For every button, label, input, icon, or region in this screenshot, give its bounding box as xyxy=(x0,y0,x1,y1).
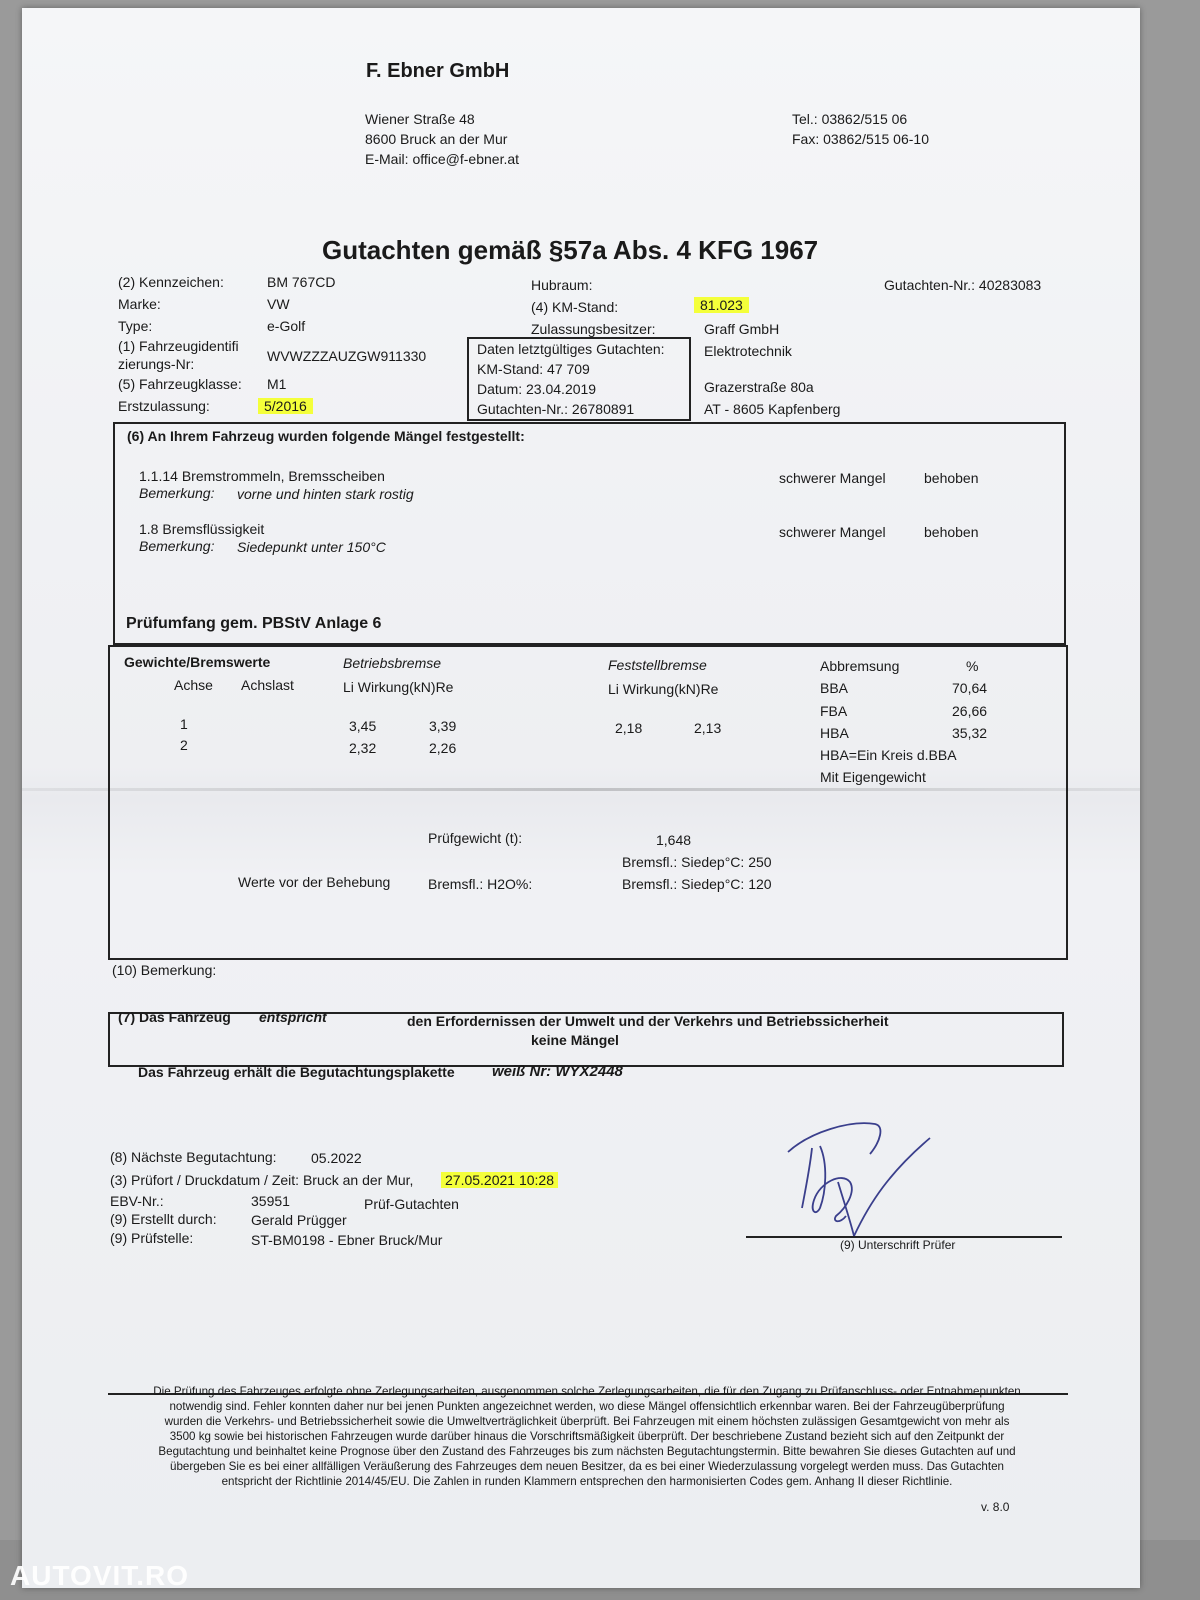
besitzer-line1: Graff GmbH xyxy=(704,321,780,337)
percent-header: % xyxy=(966,658,979,674)
company-name: F. Ebner GmbH xyxy=(366,60,510,82)
verdict-status: entspricht xyxy=(259,1009,327,1025)
defect-status-1: behoben xyxy=(924,470,979,486)
feststellbremse-header: Feststellbremse xyxy=(608,657,707,673)
fba-label: FBA xyxy=(820,703,848,719)
bba-label: BBA xyxy=(820,680,849,696)
disclaimer-line: Die Prüfung des Fahrzeuges erfolgte ohne Zerlegungsarbeiten, ausgenommen solche Zerlegungsarbeiten, die für den Zugang zu Prüfanschluss- oder Entnahmepunkten xyxy=(153,1385,1021,1398)
kennzeichen-value: BM 767CD xyxy=(267,274,336,290)
axle-2-betrieb-li: 2,32 xyxy=(349,740,377,756)
place-label: (3) Prüfort / Druckdatum / Zeit: Bruck an der Mur, xyxy=(110,1172,414,1188)
last-report-number: Gutachten-Nr.: 26780891 xyxy=(477,401,635,417)
betriebsbremse-subheader: Li Wirkung(kN)Re xyxy=(343,679,454,695)
besitzer-line3: Grazerstraße 80a xyxy=(704,379,814,395)
company-email: E-Mail: office@f-ebner.at xyxy=(365,151,520,167)
type-label: Type: xyxy=(118,318,153,334)
watermark-logo: AUTOVIT.RO xyxy=(10,1560,190,1591)
bba-value: 70,64 xyxy=(952,680,988,696)
company-city: 8600 Bruck an der Mur xyxy=(365,131,508,147)
company-tel: Tel.: 03862/515 06 xyxy=(792,111,908,127)
siedepunkt-before: Bremsfl.: Siedep°C: 120 xyxy=(622,876,772,892)
hba-note: HBA=Ein Kreis d.BBA xyxy=(820,747,957,763)
erstzulassung-label: Erstzulassung: xyxy=(118,398,210,414)
km-value: 81.023 xyxy=(694,297,749,313)
next-inspection-value: 05.2022 xyxy=(311,1150,362,1166)
disclaimer-line: wurden die Verkehrs- und Betriebssicherheit sowie die Umweltverträglichkeit überprüft. Bei Fahrzeugen mit einem höchsten zulässigen Gesamtgewicht von mehr als xyxy=(164,1415,1010,1428)
company-fax: Fax: 03862/515 06-10 xyxy=(792,131,929,147)
last-report-heading: Daten letztgültiges Gutachten: xyxy=(477,341,665,357)
pruefstelle-value: ST-BM0198 - Ebner Bruck/Mur xyxy=(251,1232,443,1248)
fin-label-line1: (1) Fahrzeugidentifi xyxy=(118,338,239,354)
last-report-date: Datum: 23.04.2019 xyxy=(477,381,597,397)
company-street: Wiener Straße 48 xyxy=(365,111,475,127)
plakette-number: weiß Nr: WYX2448 xyxy=(492,1063,623,1080)
defect-remark-1: vorne und hinten stark rostig xyxy=(237,486,414,502)
erstellt-value: Gerald Prügger xyxy=(251,1212,347,1228)
plakette-text: Das Fahrzeug erhält die Begutachtungsplakette xyxy=(138,1064,455,1080)
hubraum-label: Hubraum: xyxy=(531,277,593,293)
marke-value: VW xyxy=(267,296,290,312)
type-value: e-Golf xyxy=(267,318,306,334)
axle-1-fest-re: 2,13 xyxy=(694,720,722,736)
defect-status-2: behoben xyxy=(924,524,979,540)
defect-title-1: 1.1.14 Bremstrommeln, Bremsscheiben xyxy=(139,468,385,484)
klasse-label: (5) Fahrzeugklasse: xyxy=(118,376,242,392)
gutachten-number: Gutachten-Nr.: 40283083 xyxy=(884,277,1042,293)
pruefgewicht-value: 1,648 xyxy=(656,832,692,848)
bemerkung-label: (10) Bemerkung: xyxy=(112,962,217,978)
verdict-label: (7) Das Fahrzeug xyxy=(118,1009,231,1025)
signature-mark xyxy=(780,1112,940,1240)
achslast-header: Achslast xyxy=(241,677,294,693)
verdict-no-defects: keine Mängel xyxy=(531,1032,619,1048)
besitzer-line4: AT - 8605 Kapfenberg xyxy=(704,401,841,417)
verdict-text: den Erfordernissen der Umwelt und der Verkehrs und Betriebssicherheit xyxy=(407,1013,889,1029)
km-label: (4) KM-Stand: xyxy=(531,299,619,315)
defect-remark-label-1: Bemerkung: xyxy=(139,485,215,501)
version-label: v. 8.0 xyxy=(981,1500,1010,1514)
ebv-label: EBV-Nr.: xyxy=(110,1193,164,1209)
disclaimer xyxy=(102,1384,1072,1489)
hba-label: HBA xyxy=(820,725,849,741)
brakes-heading: Gewichte/Bremswerte xyxy=(124,654,271,670)
next-inspection-label: (8) Nächste Begutachtung: xyxy=(110,1149,277,1165)
disclaimer-line: 3500 kg sowie bei historischen Fahrzeugen wurde darüber hinaus die Vorschriftsmäßigkeit überprüft. Der beschriebene Zustand bezieht sich auf den Zeitpunkt der xyxy=(169,1430,1005,1443)
axle-1-betrieb-re: 3,39 xyxy=(429,718,457,734)
inspection-datetime: 27.05.2021 10:28 xyxy=(441,1172,558,1188)
disclaimer-line: notwendig sind. Fehler konnten daher nur bei jenen Punkten angezeichnet werden, wo diese Mängel offensichtlich erkennbar waren. Bei der Fahrzeugüberprüfung xyxy=(169,1400,1005,1413)
last-report-km: KM-Stand: 47 709 xyxy=(477,361,590,377)
fin-value: WVWZZZAUZGW911330 xyxy=(267,348,427,364)
marke-label: Marke: xyxy=(118,296,161,312)
defects-heading: (6) An Ihrem Fahrzeug wurden folgende Mängel festgestellt: xyxy=(127,428,525,444)
defect-title-2: 1.8 Bremsflüssigkeit xyxy=(139,521,265,537)
scope-heading: Prüfumfang gem. PBStV Anlage 6 xyxy=(126,615,382,632)
signature-label: (9) Unterschrift Prüfer xyxy=(840,1238,956,1252)
document-title: Gutachten gemäß §57a Abs. 4 KFG 1967 xyxy=(322,235,819,265)
axle-2-betrieb-re: 2,26 xyxy=(429,740,457,756)
h2o-label: Bremsfl.: H2O%: xyxy=(428,876,533,892)
pruefstelle-label: (9) Prüfstelle: xyxy=(110,1230,194,1246)
axle-2: 2 xyxy=(180,737,188,753)
disclaimer-line: Begutachtung und beinhaltet keine Prognose über den Zustand des Fahrzeuges bis zum nächsten Begutachtungstermin. Bitte bewahren Sie dieses Gutachten auf und xyxy=(158,1445,1016,1458)
fin-label-line2: zierungs-Nr: xyxy=(118,356,195,372)
axle-1: 1 xyxy=(180,716,188,732)
erstzulassung-value: 5/2016 xyxy=(258,398,313,414)
abbremsung-header: Abbremsung xyxy=(820,658,900,674)
achse-header: Achse xyxy=(174,677,213,693)
disclaimer-line: entspricht der Richtlinie 2014/45/EU. Die Zahlen in runden Klammern entsprechen den harmonisierten Codes gem. Anhang II dieser Richtlinie. xyxy=(221,1475,953,1488)
klasse-value: M1 xyxy=(267,376,287,392)
ebv-note: Prüf-Gutachten xyxy=(364,1196,459,1212)
hba-value: 35,32 xyxy=(952,725,988,741)
besitzer-line2: Elektrotechnik xyxy=(704,343,792,359)
eigengewicht-note: Mit Eigengewicht xyxy=(820,769,926,785)
defect-remark-2: Siedepunkt unter 150°C xyxy=(237,539,386,555)
siedepunkt-after: Bremsfl.: Siedep°C: 250 xyxy=(622,854,772,870)
axle-1-fest-li: 2,18 xyxy=(615,720,643,736)
defect-remark-label-2: Bemerkung: xyxy=(139,538,215,554)
axle-1-betrieb-li: 3,45 xyxy=(349,718,377,734)
defect-severity-2: schwerer Mangel xyxy=(779,524,886,540)
kennzeichen-label: (2) Kennzeichen: xyxy=(118,274,224,290)
werte-vor-behebung: Werte vor der Behebung xyxy=(238,874,391,890)
besitzer-label: Zulassungsbesitzer: xyxy=(531,321,656,337)
disclaimer-line: übergeben Sie es bei einer allfälligen Veräußerung des Fahrzeuges dem neuen Besitzer, da es bei einer Wiederzulassung vorgelegt werden muss. Das Gutachten xyxy=(170,1460,1004,1473)
defect-severity-1: schwerer Mangel xyxy=(779,470,886,486)
pruefgewicht-label: Prüfgewicht (t): xyxy=(428,830,523,846)
ebv-value: 35951 xyxy=(251,1193,290,1209)
betriebsbremse-header: Betriebsbremse xyxy=(343,655,442,671)
erstellt-label: (9) Erstellt durch: xyxy=(110,1211,217,1227)
feststellbremse-subheader: Li Wirkung(kN)Re xyxy=(608,681,719,697)
fba-value: 26,66 xyxy=(952,703,988,719)
